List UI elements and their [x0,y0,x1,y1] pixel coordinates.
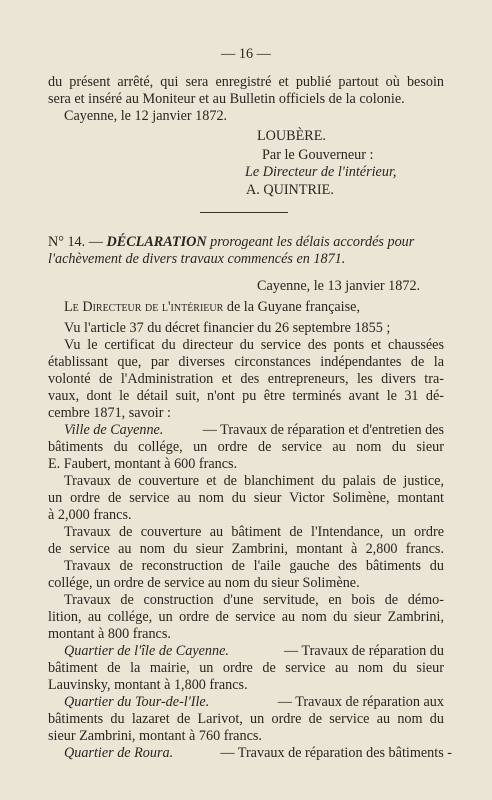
text-line: Vu l'article 37 du décret financier du 26 septembre 1855 ; [64,320,391,336]
text-line: Travaux de couverture et de blanchiment du palais de justice, [64,473,444,489]
place-heading: Quartier de Roura. [64,745,174,761]
signature-director-title: Le Directeur de l'intérieur, [245,164,397,180]
text-line: sera et inséré au Moniteur et au Bulletin officiels de la colonie. [48,91,405,107]
act-title-line [48,234,414,251]
preamble [64,299,360,316]
text-line: cembre 1871, savoir : [48,405,171,421]
text-run: — Travaux de réparation du [284,643,444,659]
text-line: volonté de l'Administration et des entrepreneurs, les divers tra- [48,371,444,387]
text-line [64,643,444,660]
text-line: Lauvinsky, montant à 1,800 francs. [48,677,248,693]
text-line [64,745,452,762]
text-line: sieur Zambrini, montant à 760 francs. [48,728,262,744]
text-line [64,694,444,711]
text-line: Travaux de construction d'une servitude, en bois de démo- [64,592,444,608]
text-line: un ordre de service au nom du sieur Victor Solimène, montant [48,490,444,506]
act-title-rest: prorogeant les délais accordés pour [210,234,415,250]
text-line: Travaux de couverture au bâtiment de l'Intendance, un ordre [64,524,444,540]
signature-name: LOUBÈRE. [257,128,326,144]
text-line: du présent arrêté, qui sera enregistré et publié partout où besoin [48,74,444,90]
text-line: montant à 800 francs. [48,626,171,642]
text-line: bâtiments du lazaret de Larivot, un ordre de service au nom du [48,711,444,727]
text-run: — Travaux de réparation des bâtiments - [220,745,452,761]
text-line: vaux, dont le détail suit, n'ont pu être terminés avant le 31 dé- [48,388,444,404]
preamble-rest: de la Guyane française, [226,299,360,315]
text-line: Vu le certificat du directeur du service des ponts et chaussées [64,337,444,353]
preamble-small-caps: Le Directeur de l'intérieur [64,299,224,315]
text-line: collége, un ordre de service au nom du sieur Solimène. [48,575,360,591]
signature-for-governor: Par le Gouverneur : [262,147,374,163]
signature-director-name: A. QUINTRIE. [246,182,334,198]
place-heading: Quartier de l'île de Cayenne. [64,643,229,659]
text-line: lition, au collége, un ordre de service au nom du sieur Zambrini, [48,609,444,625]
text-line: Travaux de reconstruction de l'aile gauche des bâtiments du [64,558,444,574]
divider-rule [200,212,288,213]
place-heading: Quartier du Tour-de-l'Ile. [64,694,210,710]
text-line: Cayenne, le 12 janvier 1872. [64,108,228,124]
text-run: — Travaux de réparation aux [277,694,444,710]
act-title-strong: DÉCLARATION [106,234,207,250]
act-title-line-2: l'achèvement de divers travaux commencés en 1871. [48,251,346,267]
place-heading: Ville de Cayenne. [64,422,164,438]
text-line: de service au nom du sieur Zambrini, montant à 2,800 francs. [48,541,444,557]
text-line: E. Faubert, montant à 600 francs. [48,456,238,472]
text-line: établissant que, par diverses circonstances indépendantes de la [48,354,444,370]
text-line: à 2,000 francs. [48,507,132,523]
text-line [64,422,444,439]
text-line: bâtiments du collége, un ordre de service au nom du sieur [48,439,444,455]
act-date: Cayenne, le 13 janvier 1872. [257,278,421,294]
act-number: N° 14. — [48,234,103,250]
page-number: — 16 — [221,46,271,62]
text-line: bâtiment de la mairie, un ordre de service au nom du sieur [48,660,444,676]
text-run: — Travaux de réparation et d'entretien des [202,422,444,438]
